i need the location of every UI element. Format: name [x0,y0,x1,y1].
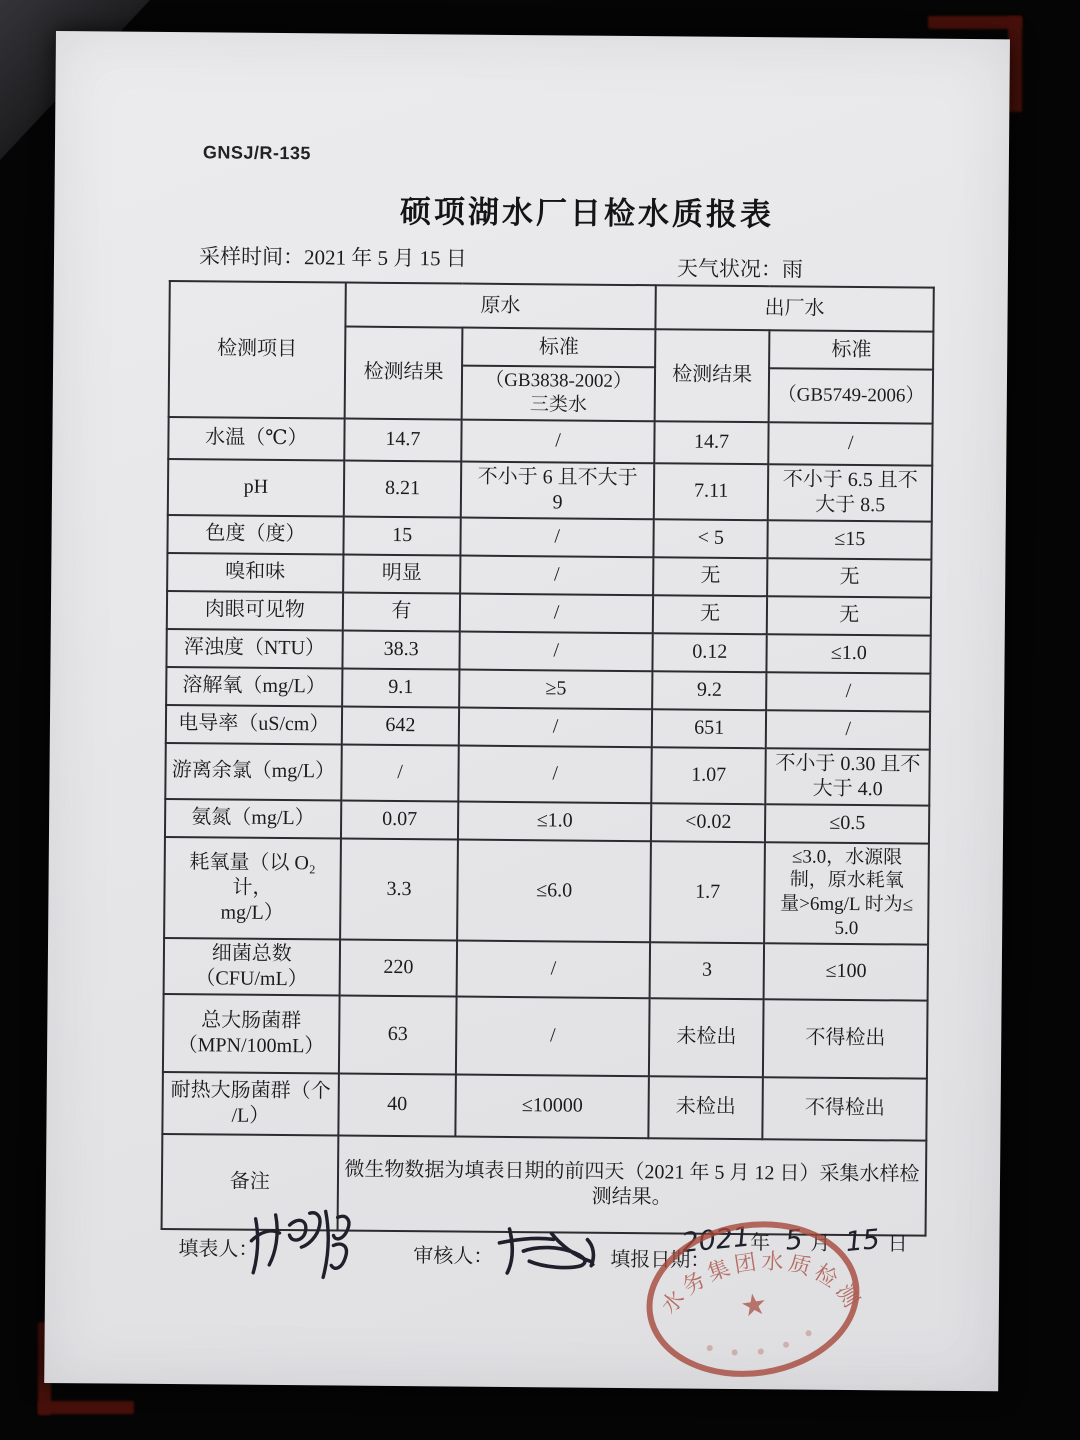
cell-out-result: 7.11 [654,463,769,520]
page-title: 硕项湖水厂日检水质报表 [399,194,775,233]
cell-out-standard: ≤0.5 [765,804,929,843]
cell-raw-standard: ≤6.0 [457,839,650,942]
cell-raw-standard: / [460,555,653,595]
stamp-faded-bottom-text [706,1330,813,1362]
cell-raw-standard: / [459,745,652,803]
cell-item: 色度（度） [167,514,343,554]
cell-out-standard: 不得检出 [763,1077,927,1140]
corner-bracket-top-right [1008,16,1022,112]
sampling-time-label: 采样时间： [198,244,305,270]
cell-raw-standard: / [460,631,653,671]
report-paper [44,31,1010,1391]
cell-raw-standard: / [462,419,655,463]
raw-standard-code: （GB3838-2002） 三类水 [462,366,655,421]
cell-raw-result: 明显 [343,554,461,593]
cell-item: 肉眼可见物 [167,590,343,630]
year-unit: 年 [750,1232,771,1255]
filler-label: 填表人： [178,1238,259,1261]
stamp-star: ★ [738,1287,770,1324]
table-row [167,552,931,597]
cell-out-result: 14.7 [654,421,769,464]
cell-item: 电导率（uS/cm） [166,704,342,744]
cell-out-result: 无 [653,557,768,596]
fill-date-year: 2021 [680,1221,752,1260]
cell-raw-standard: / [461,517,654,557]
form-code: GNSJ/R-135 [202,142,312,164]
cell-item: 嗅和味 [167,552,343,592]
weather-value: 雨 [781,257,804,282]
day-unit: 日 [887,1233,908,1256]
cell-item: 耐热大肠菌群（个 /L） [162,1071,338,1135]
cell-out-result: < 5 [653,519,768,558]
table-row [165,798,929,843]
fill-date-label: ．填报日期： [590,1248,711,1272]
cell-raw-result: 3.3 [340,838,459,940]
cell-item: 氨氮（mg/L） [165,798,341,838]
cell-out-standard: ≤1.0 [767,634,931,673]
cell-raw-result: 220 [339,939,457,996]
cell-out-result: 无 [653,595,768,634]
stamp-arc-text: 水务集团水质检测 [656,1248,867,1319]
cell-out-result: 1.07 [651,747,766,804]
cell-out-result: 9.2 [652,671,767,710]
cell-raw-standard: ≤10000 [456,1074,649,1138]
cell-out-standard: / [766,710,930,749]
filler-signature [245,1201,366,1284]
cell-item: 浑浊度（NTU） [166,628,342,668]
cell-out-result: 未检出 [649,998,764,1077]
cell-out-standard: ≤15 [768,520,932,559]
cell-raw-result: 9.1 [342,668,460,707]
table-row [166,666,930,711]
table-row [166,704,930,749]
cell-out-result: <0.02 [651,803,766,842]
cell-item: 游离余氯（mg/L） [165,742,341,800]
cell-raw-standard: ≥5 [459,669,652,709]
cell-out-result: 651 [652,709,767,748]
fill-date-day: 15 [843,1223,882,1259]
cell-raw-standard: / [456,996,649,1076]
cell-raw-result: 15 [343,516,461,555]
corner-bracket-bottom-left [38,1401,134,1414]
cell-raw-result: 63 [339,995,457,1074]
col-header-out-standard: 标准 [770,330,934,369]
cell-out-standard: ≤3.0，水源限 制，原水耗氧 量>6mg/L 时为≤ 5.0 [765,842,929,944]
reviewer-signature [493,1221,604,1280]
table-row [167,590,931,635]
col-group-raw-water: 原水 [345,283,656,330]
cell-raw-result: / [341,744,459,801]
water-quality-table [161,280,935,1236]
cell-raw-result: 38.3 [342,630,460,669]
table-row [165,742,929,805]
sampling-time-value: 2021 年 5 月 15 日 [303,245,467,271]
cell-raw-result: 14.7 [344,418,462,461]
cell-out-standard: 不小于 0.30 且不 大于 4.0 [766,748,930,805]
cell-item: 细菌总数（CFU/mL） [164,937,340,995]
cell-item: 溶解氧（mg/L） [166,666,342,706]
col-header-item: 检测项目 [169,281,346,418]
cell-out-standard: ≤100 [764,943,928,1000]
cell-raw-result: 40 [338,1073,456,1136]
cell-raw-standard: / [460,593,653,633]
cell-out-standard: 无 [767,596,931,635]
cell-out-result: 3 [649,942,764,999]
table-row [166,628,930,673]
table-row [164,937,928,1000]
cell-item: pH [168,458,344,516]
cell-raw-standard: / [457,940,650,998]
cell-out-result: 1.7 [650,841,765,943]
cell-raw-result: 642 [342,706,460,745]
col-header-raw-standard: 标准 [462,328,655,368]
weather-label: 天气状况： [676,256,783,282]
table-row [163,993,928,1078]
table-row [168,416,932,465]
cell-out-result: 未检出 [648,1076,763,1139]
out-standard-code: （GB5749-2006） [769,368,933,423]
cell-raw-result: 8.21 [343,460,461,517]
cell-item: 耗氧量（以 O₂ 计， mg/L） [164,836,341,939]
col-group-finished-water: 出厂水 [655,285,933,331]
month-unit: 月 [810,1232,831,1255]
fill-date-month: 5 [783,1224,804,1257]
remark-label: 备注 [162,1133,339,1230]
cell-raw-standard: 不小于 6 且不大于 9 [461,461,654,519]
meta-line [198,240,959,282]
red-oval-stamp [626,1199,880,1399]
cell-raw-result: 有 [343,592,461,631]
reviewer-label: 审核人： [413,1245,494,1268]
remark-text: 微生物数据为填表日期的前四天（2021 年 5 月 12 日）采集水样检测结果。 [337,1135,926,1235]
cell-item: 总大肠菌群 （MPN/100mL） [163,993,339,1073]
cell-out-standard: 不小于 6.5 且不 大于 8.5 [768,464,932,521]
col-header-raw-result: 检测结果 [344,327,462,420]
table-row [168,458,932,521]
table-row [164,836,929,944]
table-row [162,1071,927,1140]
cell-item: 水温（℃） [168,416,344,460]
cell-out-standard: / [769,422,933,465]
cell-out-standard: 无 [768,558,932,597]
cell-out-result: 0.12 [652,633,767,672]
table-row [167,514,931,559]
table-header-row [169,281,933,332]
cell-out-standard: 不得检出 [763,999,927,1078]
cell-raw-standard: / [459,707,652,747]
cell-raw-result: 0.07 [341,800,459,839]
cell-out-standard: / [767,672,931,711]
cell-raw-standard: ≤1.0 [458,801,651,841]
col-header-out-result: 检测结果 [654,329,769,421]
